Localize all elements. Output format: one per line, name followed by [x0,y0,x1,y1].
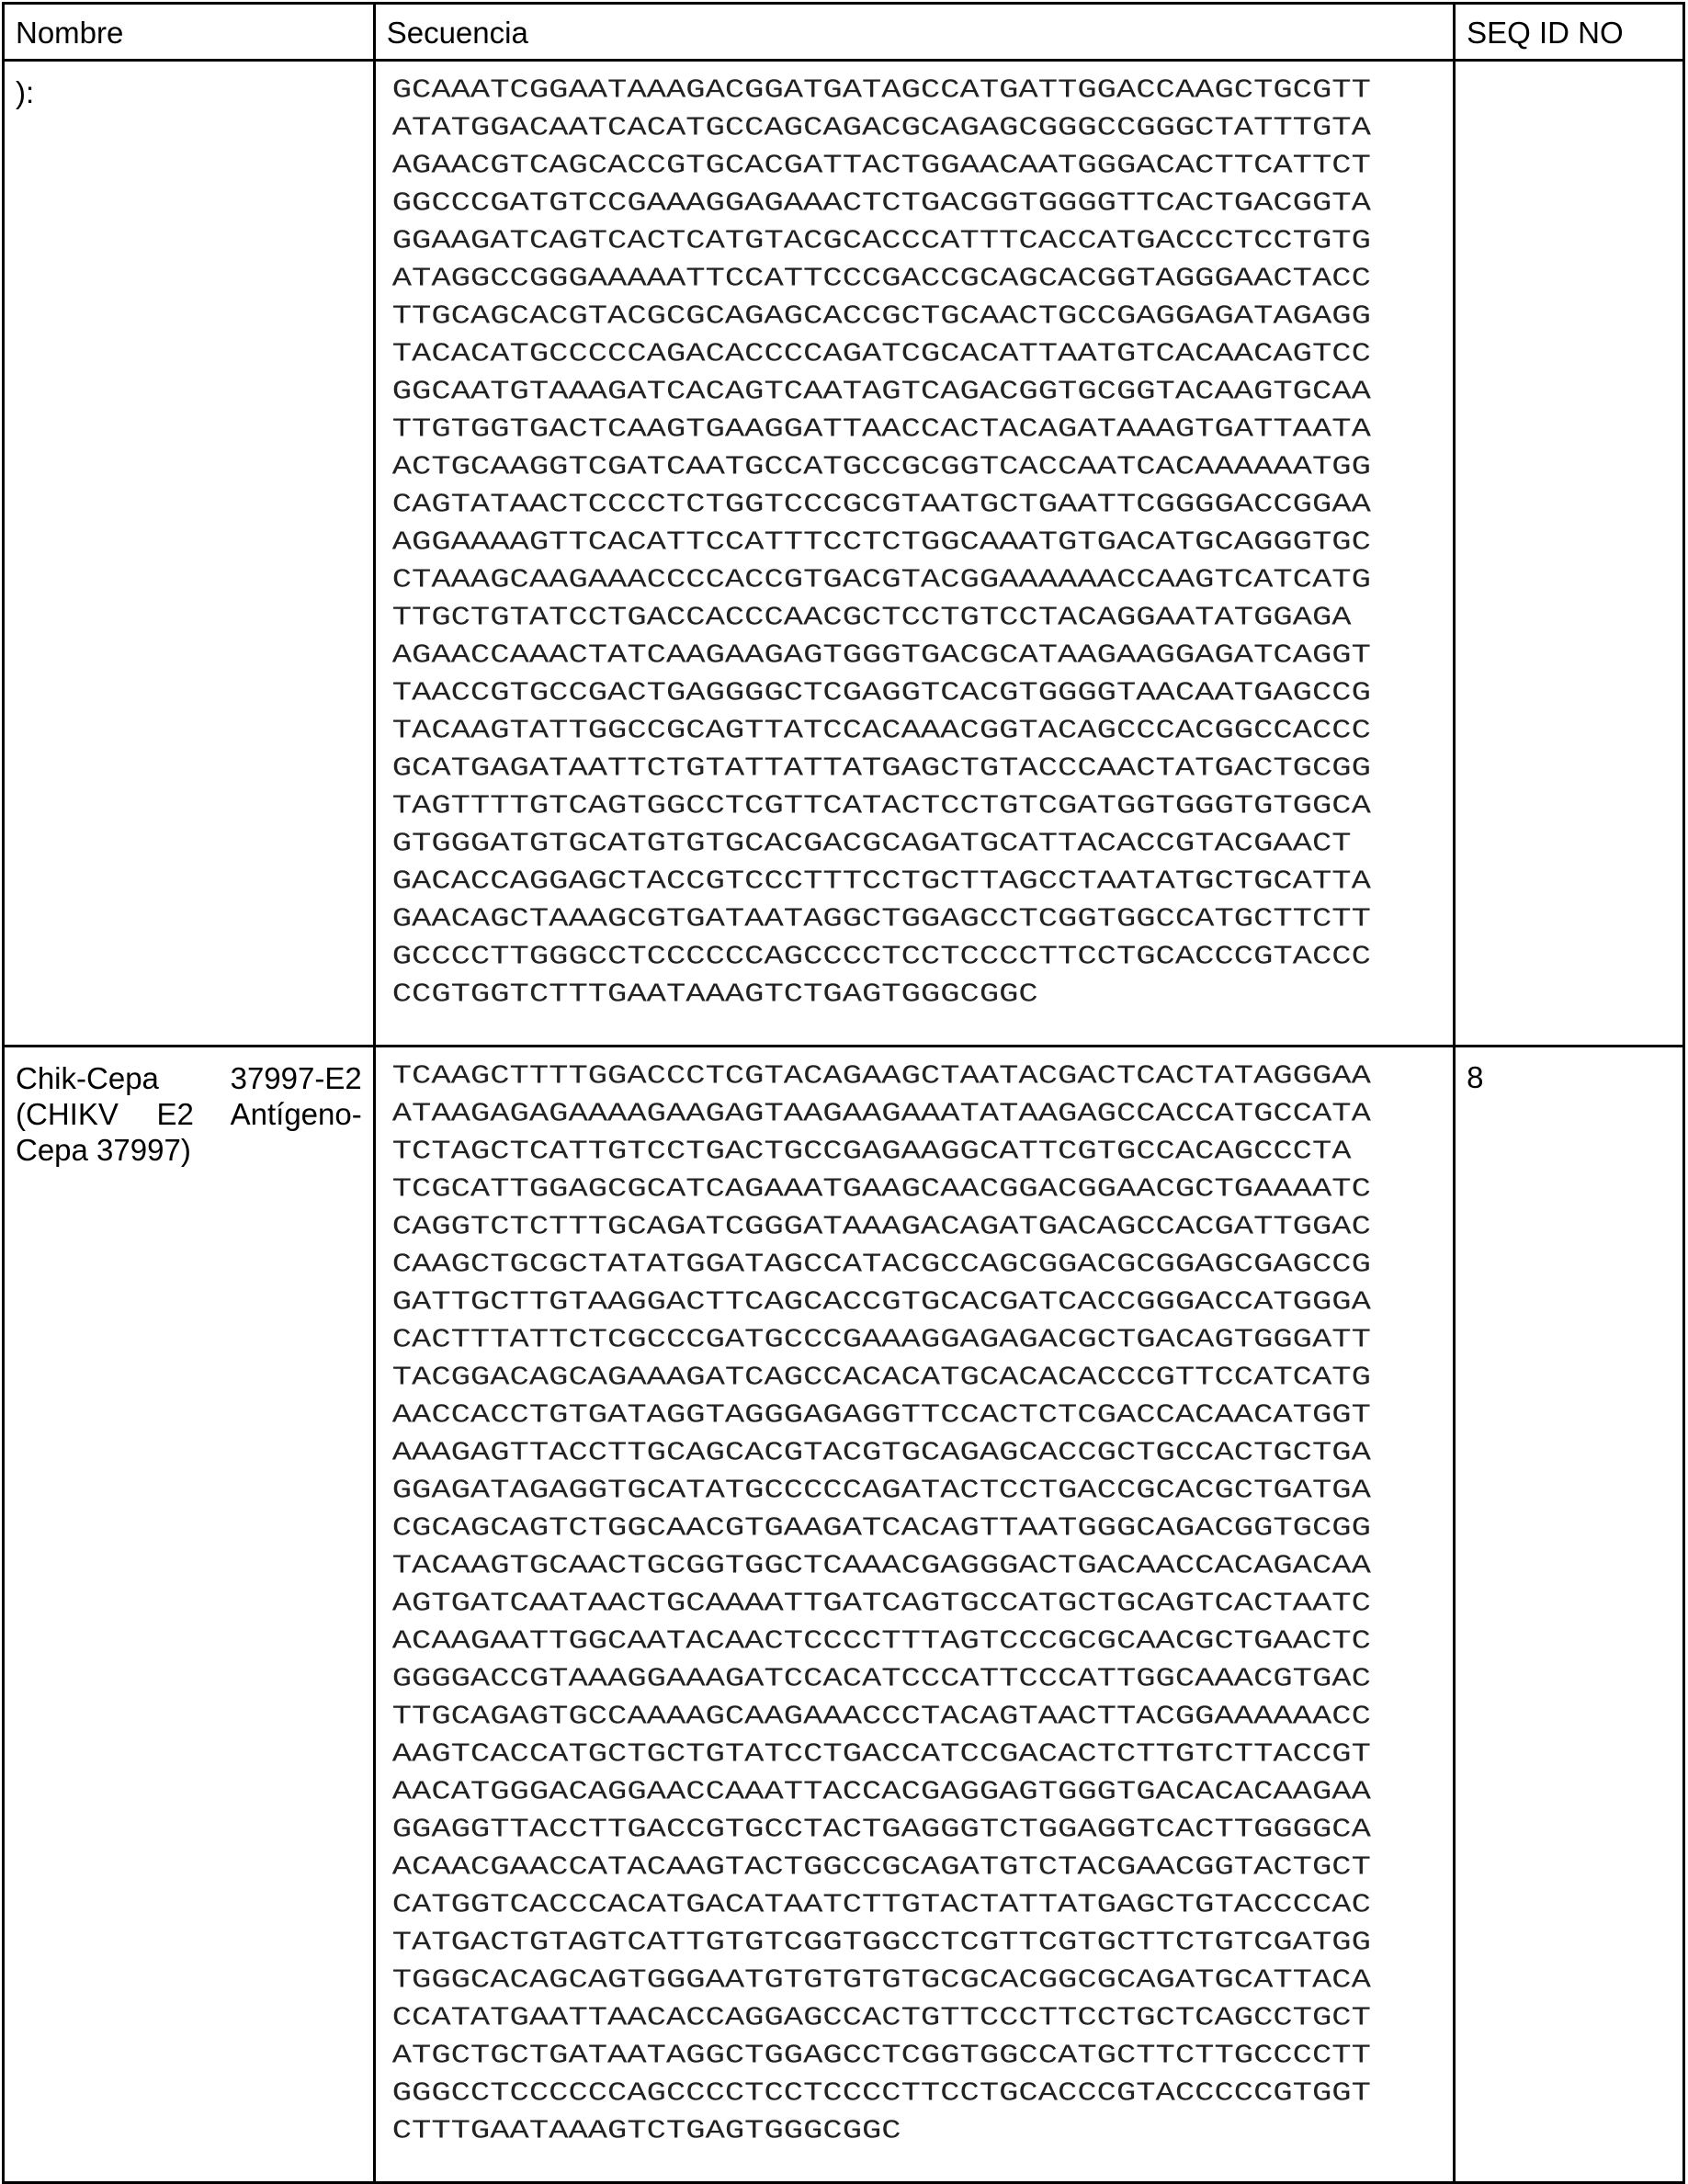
sequence-line: CCATATGAATTAACACCAGGAGCCACTGTTCCCTTCCTGCTCAGCCTGCT [392,2002,1453,2033]
sequence-line: ATAAGAGAGAAAAGAAGAGTAAGAAGAAATATAAGAGCCACCATGCCATA [392,1098,1453,1129]
table-header-row [4,4,1684,61]
sequence-line: ATAGGCCGGGAAAAATTCCATTCCCGACCGCAGCACGGTAGGGAACTACC [392,263,1453,294]
sequence-line: CAAGCTGCGCTATATGGATAGCCATACGCCAGCGGACGCGGAGCGAGCCG [392,1249,1453,1280]
row-sequence [374,61,1454,1047]
table-row [4,61,1684,1047]
sequence-line: TACAAGTATTGGCCGCAGTTATCCACAAACGGTACAGCCCACGGCCACCC [392,715,1453,746]
sequence-line: CTAAAGCAAGAAACCCCACCGTGACGTACGGAAAAAACCAAGTCATCATG [392,564,1453,595]
sequence-line: TACGGACAGCAGAAAGATCAGCCACACATGCACACACCCGTTCCATCATG [392,1362,1453,1393]
sequence-line: GTGGGATGTGCATGTGTGCACGACGCAGATGCATTACACCGTACGAACT [392,828,1453,859]
sequence-line: TAACCGTGCCGACTGAGGGGCTCGAGGTCACGTGGGGTAACAATGAGCCG [392,677,1453,708]
header-nombre: Nombre [4,4,375,61]
sequence-line: ACAACGAACCATACAAGTACTGGCCGCAGATGTCTACGAACGGTACTGCT [392,1851,1453,1883]
row-name: Chik-Cepa 37997-E2 (CHIKV E2 Antígeno-Cepa 37997) [4,1047,375,2183]
sequence-line: GGAGATAGAGGTGCATATGCCCCCAGATACTCCTGACCGCACGCTGATGA [392,1475,1453,1506]
sequence-line: GACACCAGGAGCTACCGTCCCTTTCCTGCTTAGCCTAATATGCTGCATTA [392,866,1453,897]
sequence-line: GCATGAGATAATTCTGTATTATTATGAGCTGTACCCAACTATGACTGCGG [392,753,1453,784]
sequence-line: CAGTATAACTCCCCTCTGGTCCCGCGTAATGCTGAATTCGGGGACCGGAA [392,489,1453,520]
header-seq-id: SEQ ID NO [1455,4,1684,61]
table-row [4,1047,1684,2183]
header-secuencia: Secuencia [374,4,1454,61]
sequence-line: TTGCAGCACGTACGCGCAGAGCACCGCTGCAACTGCCGAGGAGATAGAGG [392,300,1453,332]
sequence-line: ACAAGAATTGGCAATACAACTCCCCTTTAGTCCCGCGCAACGCTGAACTC [392,1625,1453,1657]
sequence-line: CTTTGAATAAAGTCTGAGTGGGCGGC [392,2115,1453,2146]
sequence-line: GATTGCTTGTAAGGACTTCAGCACCGTGCACGATCACCGGGACCATGGGA [392,1286,1453,1318]
sequence-line: TATGACTGTAGTCATTGTGTCGGTGGCCTCGTTCGTGCTTCTGTCGATGG [392,1927,1453,1958]
sequence-line: GGAGGTTACCTTGACCGTGCCTACTGAGGGTCTGGAGGTCACTTGGGGCA [392,1814,1453,1845]
sequence-line: CAGGTCTCTTTGCAGATCGGGATAAAGACAGATGACAGCCACGATTGGAC [392,1211,1453,1242]
sequence-line: GGGGACCGTAAAGGAAAGATCCACATCCCATTCCCATTGGCAAACGTGAC [392,1663,1453,1694]
sequence-line: TAGTTTTGTCAGTGGCCTCGTTCATACTCCTGTCGATGGTGGGTGTGGCA [392,790,1453,821]
sequence-line: AGGAAAAGTTCACATTCCATTTCCTCTGGCAAATGTGACATGCAGGGTGC [392,526,1453,558]
sequence-line: AGTGATCAATAACTGCAAAATTGATCAGTGCCATGCTGCAGTCACTAATC [392,1588,1453,1619]
row-seq-id [1455,61,1684,1047]
sequence-line: GAACAGCTAAAGCGTGATAATAGGCTGGAGCCTCGGTGGCCATGCTTCTT [392,903,1453,934]
sequence-line: TACAAGTGCAACTGCGGTGGCTCAAACGAGGGACTGACAACCACAGACAA [392,1550,1453,1581]
sequence-line: AGAACCAAACTATCAAGAAGAGTGGGTGACGCATAAGAAGGAGATCAGGT [392,639,1453,671]
sequence-line: AGAACGTCAGCACCGTGCACGATTACTGGAACAATGGGACACTTCATTCT [392,150,1453,181]
sequence-line: CACTTTATTCTCGCCCGATGCCCGAAAGGAGAGACGCTGACAGTGGGATT [392,1324,1453,1355]
sequence-line: CATGGTCACCCACATGACATAATCTTGTACTATTATGAGCTGTACCCCAC [392,1889,1453,1920]
sequence-line: GGCAATGTAAAGATCACAGTCAATAGTCAGACGGTGCGGTACAAGTGCAA [392,376,1453,407]
sequence-line: TCTAGCTCATTGTCCTGACTGCCGAGAAGGCATTCGTGCCACAGCCCTA [392,1136,1453,1167]
sequence-table [2,2,1685,2184]
sequence-line: CGCAGCAGTCTGGCAACGTGAAGATCACAGTTAATGGGCAGACGGTGCGG [392,1512,1453,1544]
sequence-line: GGCCCGATGTCCGAAAGGAGAAACTCTGACGGTGGGGTTCACTGACGGTA [392,187,1453,219]
sequence-line: TTGTGGTGACTCAAGTGAAGGATTAACCACTACAGATAAAGTGATTAATA [392,413,1453,445]
sequence-line: TCAAGCTTTTGGACCCTCGTACAGAAGCTAATACGACTCACTATAGGGAA [392,1060,1453,1092]
sequence-line: TACACATGCCCCCAGACACCCCAGATCGCACATTAATGTCACAACAGTCC [392,338,1453,369]
sequence-line: ATGCTGCTGATAATAGGCTGGAGCCTCGGTGGCCATGCTTCTTGCCCCTT [392,2040,1453,2071]
sequence-line: ACTGCAAGGTCGATCAATGCCATGCCGCGGTCACCAATCACAAAAAATGG [392,451,1453,482]
sequence-line: AAGTCACCATGCTGCTGTATCCTGACCATCCGACACTCTTGTCTTACCGT [392,1738,1453,1770]
sequence-line: TTGCTGTATCCTGACCACCCAACGCTCCTGTCCTACAGGAATATGGAGA [392,602,1453,633]
sequence-line: GGGCCTCCCCCCAGCCCCTCCTCCCCTTCCTGCACCCGTACCCCCGTGGT [392,2077,1453,2109]
sequence-line: ATATGGACAATCACATGCCAGCAGACGCAGAGCGGGCCGGGCTATTTGTA [392,112,1453,143]
row-name: ): [4,61,375,1047]
sequence-line: GCCCCTTGGGCCTCCCCCCAGCCCCTCCTCCCCTTCCTGCACCCGTACCC [392,941,1453,972]
row-seq-id: 8 [1455,1047,1684,2183]
row-sequence [374,1047,1454,2183]
sequence-line: CCGTGGTCTTTGAATAAAGTCTGAGTGGGCGGC [392,979,1453,1010]
sequence-line: GCAAATCGGAATAAAGACGGATGATAGCCATGATTGGACCAAGCTGCGTT [392,74,1453,106]
sequence-line: TTGCAGAGTGCCAAAAGCAAGAAACCCTACAGTAACTTACGGAAAAAACC [392,1701,1453,1732]
sequence-line: TCGCATTGGAGCGCATCAGAAATGAAGCAACGGACGGAACGCTGAAAATC [392,1173,1453,1205]
sequence-line: TGGGCACAGCAGTGGGAATGTGTGTGTGCGCACGGCGCAGATGCATTACA [392,1964,1453,1996]
sequence-line: AAAGAGTTACCTTGCAGCACGTACGTGCAGAGCACCGCTGCCACTGCTGA [392,1437,1453,1468]
sequence-line: AACCACCTGTGATAGGTAGGGAGAGGTTCCACTCTCGACCACAACATGGT [392,1399,1453,1431]
sequence-line: AACATGGGACAGGAACCAAATTACCACGAGGAGTGGGTGACACACAAGAA [392,1776,1453,1807]
sequence-line: GGAAGATCAGTCACTCATGTACGCACCCATTTCACCATGACCCTCCTGTG [392,225,1453,256]
